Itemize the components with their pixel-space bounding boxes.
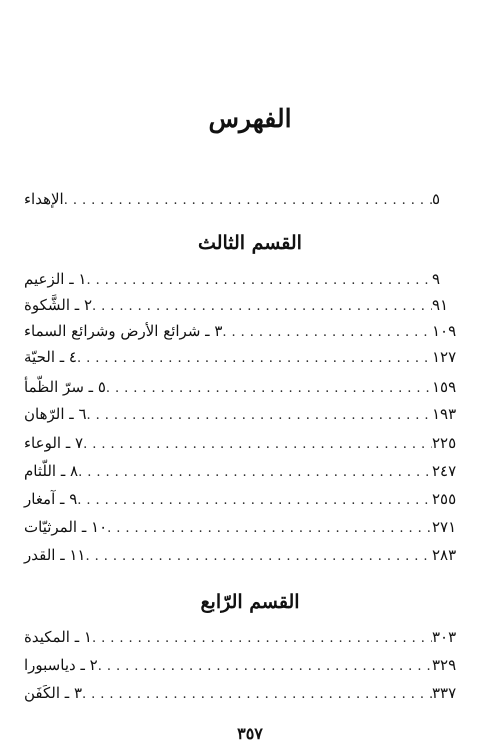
- toc-entry-label: ٨ ـ اللّثام: [24, 462, 79, 480]
- toc-row: [14, 322, 484, 348]
- toc-entry-label: الإهداء: [24, 190, 64, 208]
- toc-row: [14, 684, 484, 710]
- dot-leader: [98, 659, 432, 674]
- dot-leader: [78, 465, 432, 480]
- dot-leader: [86, 273, 432, 288]
- toc-row: [14, 628, 484, 654]
- page-number-footer: ٣٥٧: [237, 724, 263, 743]
- dot-leader: [82, 687, 432, 702]
- dot-leader: [107, 521, 432, 536]
- toc-entry-label: ٦ ـ الرّهان: [24, 405, 87, 423]
- section-heading-3: القسم الثالث: [198, 232, 302, 254]
- toc-page-number: ٥: [432, 190, 441, 208]
- toc-entry-label: ٩ ـ آمغار: [24, 490, 78, 508]
- toc-row: [14, 270, 484, 296]
- toc-page-number: ١٩٣: [432, 405, 457, 423]
- dot-leader: [92, 631, 432, 646]
- toc-row: [14, 378, 484, 404]
- toc-page-number: ٢٢٥: [432, 434, 457, 452]
- toc-entry-label: ٧ ـ الوعاء: [24, 434, 84, 452]
- toc-row: [14, 296, 484, 322]
- toc-row: [14, 656, 484, 682]
- dot-leader: [83, 437, 432, 452]
- toc-page-number: ١٥٩: [432, 378, 457, 396]
- toc-row: [14, 348, 484, 374]
- dot-leader: [64, 193, 432, 208]
- dot-leader: [87, 408, 432, 423]
- toc-page-number: ٢٥٥: [432, 490, 457, 508]
- toc-page-number: ١٠٩: [432, 322, 457, 340]
- toc-row: [14, 462, 484, 488]
- toc-entry-label: ١١ ـ القدر: [24, 546, 86, 564]
- toc-entry-label: ٣ ـ الكَفَن: [24, 684, 83, 702]
- toc-page-number: ٣٢٩: [432, 656, 457, 674]
- dot-leader: [222, 325, 432, 340]
- toc-page-number: ١٢٧: [432, 348, 457, 366]
- dot-leader: [86, 549, 433, 564]
- toc-page-number: ٩١: [432, 296, 449, 314]
- toc-entry-label: ١ ـ الزعيم: [24, 270, 87, 288]
- toc-page-number: ٢٧١: [432, 518, 457, 536]
- toc-row: [14, 546, 484, 572]
- toc-entry-label: ١٠ ـ المرثيّات: [24, 518, 108, 536]
- toc-row: [14, 518, 484, 544]
- dot-leader: [106, 381, 432, 396]
- toc-entry-label: ٤ ـ الحيّة: [24, 348, 77, 366]
- toc-entry-label: ٢ ـ دياسبورا: [24, 656, 98, 674]
- toc-entry-label: ٣ ـ شرائع الأرض وشرائع السماء: [24, 322, 223, 340]
- toc-entry-label: ١ ـ المكيدة: [24, 628, 92, 646]
- dot-leader: [92, 299, 432, 314]
- page-title: الفهرس: [208, 104, 292, 133]
- toc-entry-label: ٥ ـ سرّ الظّمأ: [24, 378, 106, 396]
- toc-row: [14, 405, 484, 431]
- toc-row-dedication: [14, 190, 484, 216]
- toc-row: [14, 434, 484, 460]
- toc-page-number: ٣٠٣: [432, 628, 457, 646]
- toc-entry-label: ٢ ـ الشَّكوة: [24, 296, 93, 314]
- dot-leader: [77, 351, 432, 366]
- toc-page-number: ٣٣٧: [432, 684, 457, 702]
- toc-page-number: ٢٤٧: [432, 462, 457, 480]
- toc-page-number: ٢٨٣: [432, 546, 457, 564]
- section-heading-4: القسم الرّابع: [200, 591, 300, 613]
- dot-leader: [77, 493, 432, 508]
- toc-page-number: ٩: [432, 270, 441, 288]
- toc-row: [14, 490, 484, 516]
